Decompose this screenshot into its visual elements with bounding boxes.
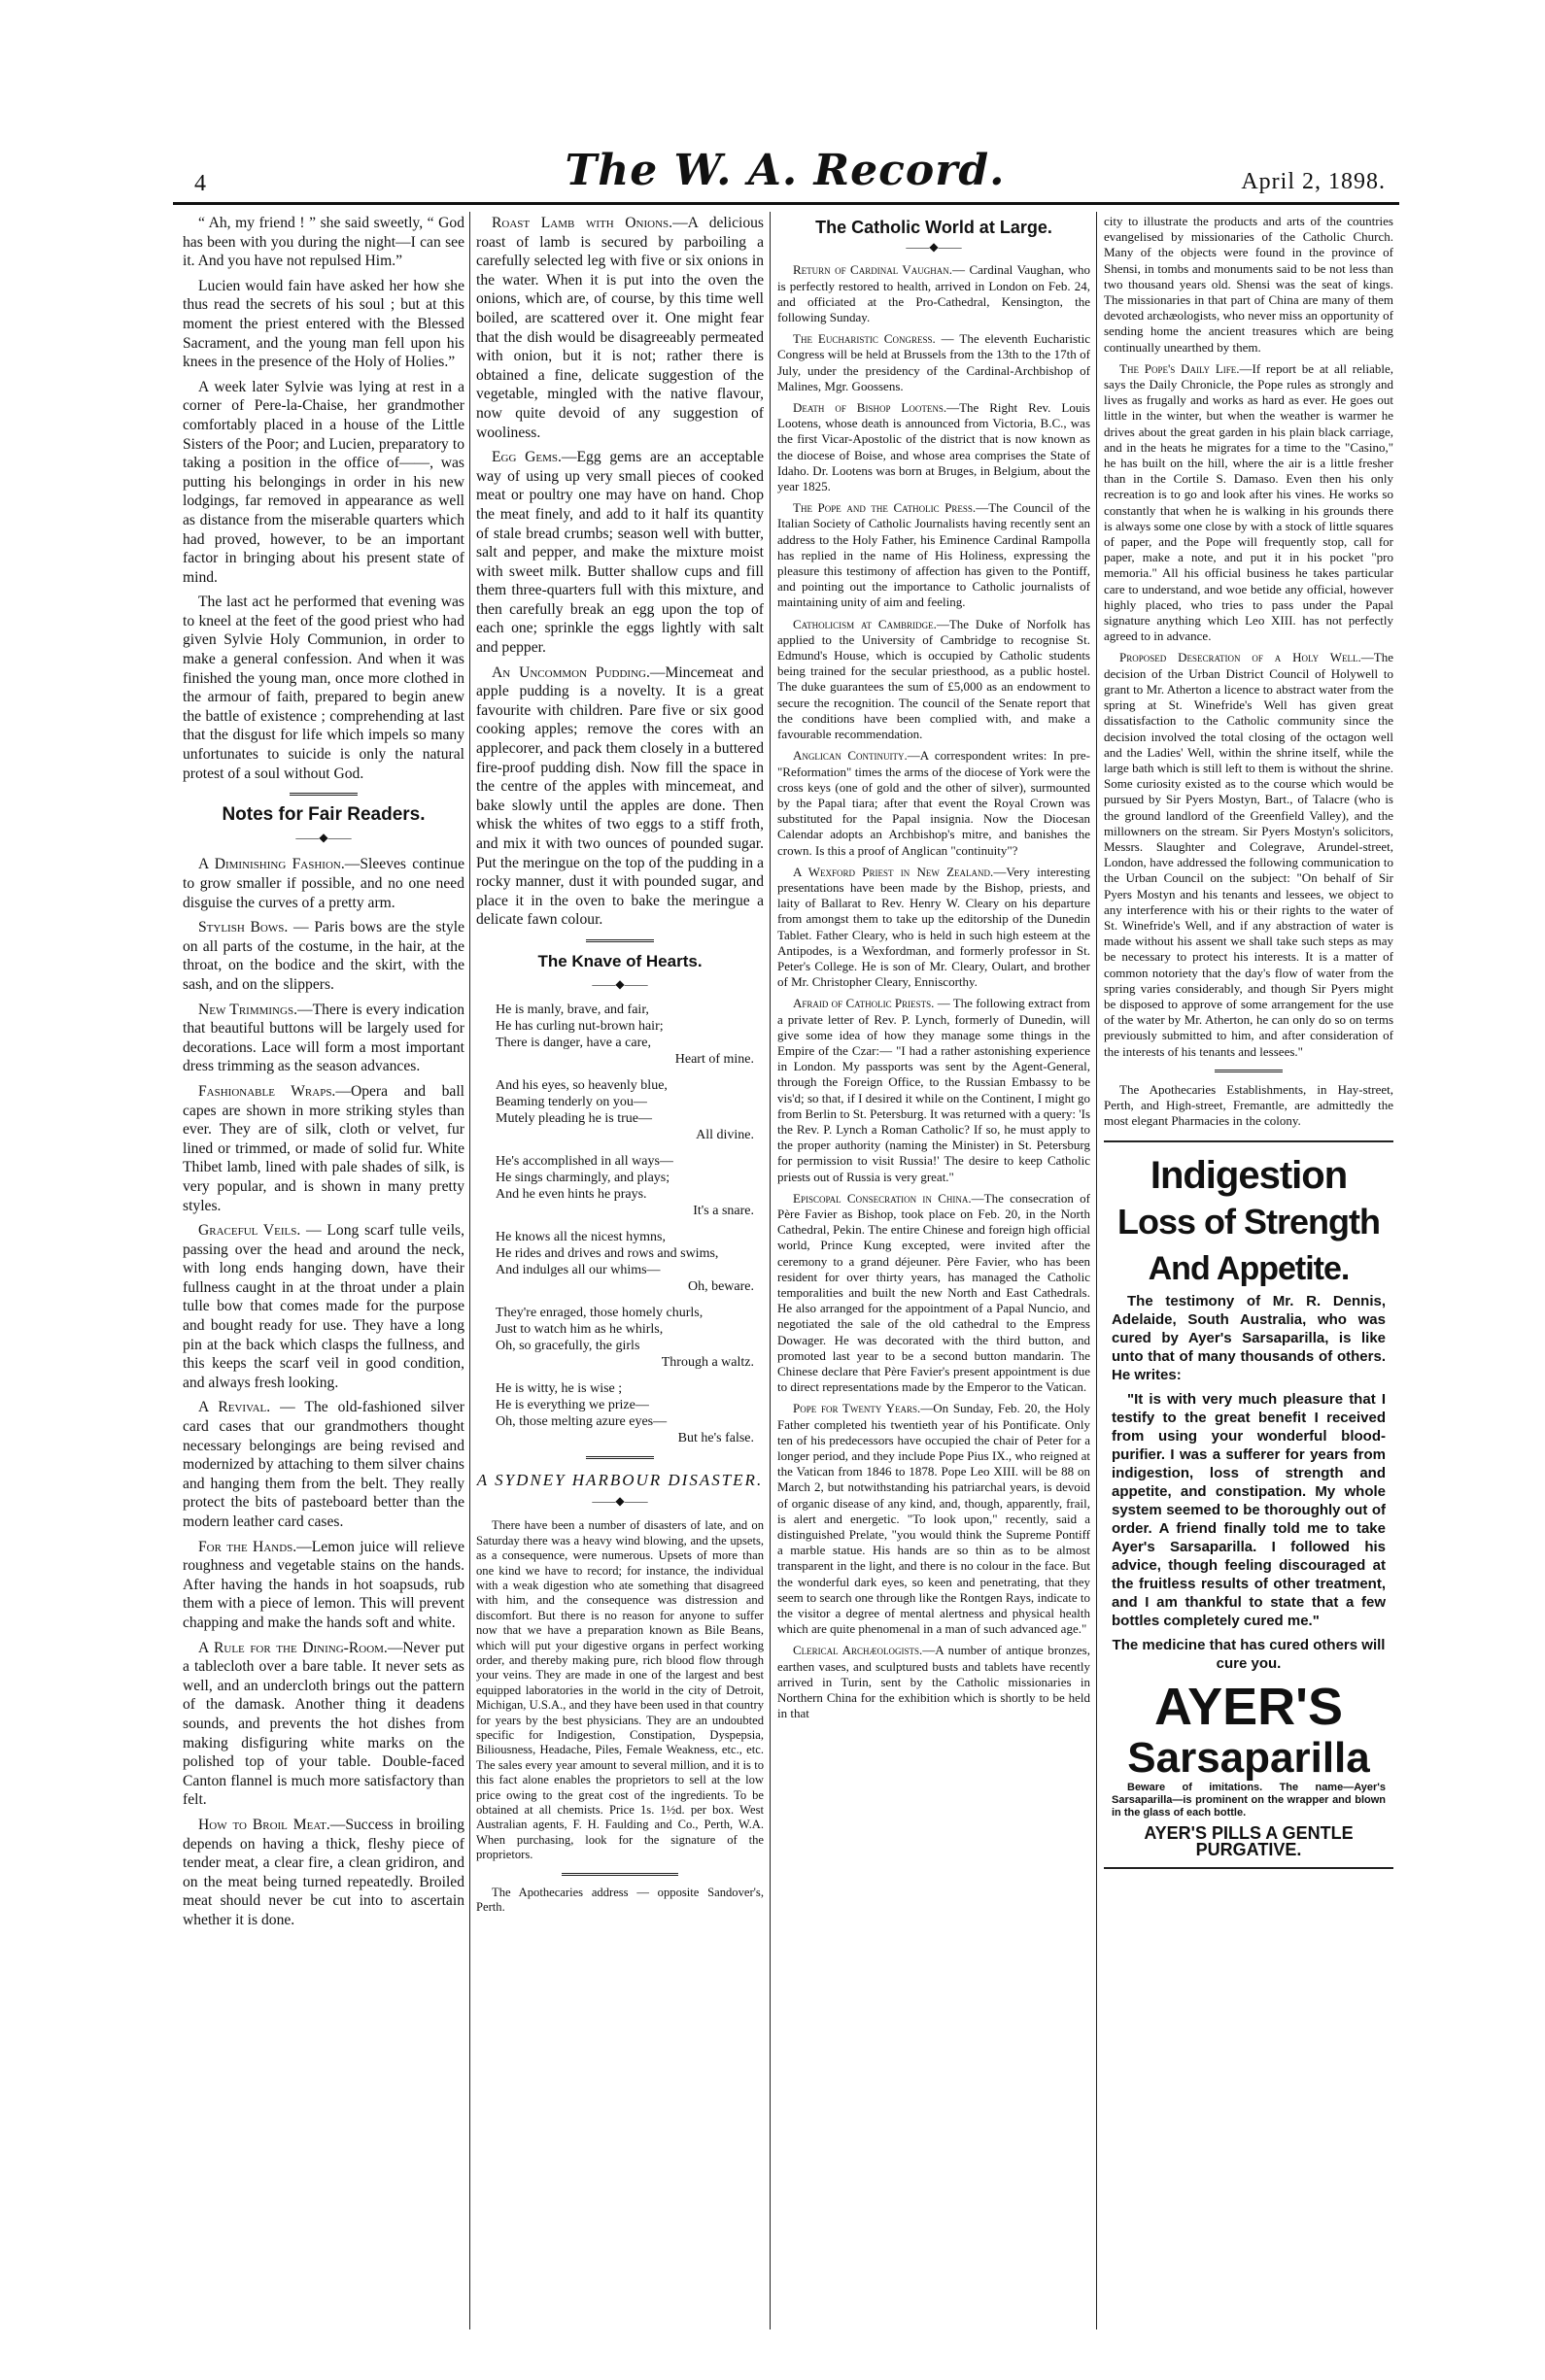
- poem-line: Oh, those melting azure eyes—: [496, 1414, 668, 1430]
- ad-brand: AYER'S: [1154, 1678, 1343, 1737]
- news-item: [777, 748, 1090, 858]
- issue-date: April 2, 1898.: [1241, 169, 1386, 194]
- item-text: —A correspondent writes: In pre-"Reformation" times the arms of the diocese of York were the cross keys (one of gold and the other of silver), surmounted by the Papal tiara; after that event the Royal Crown was substituted for the Papal insignia. Now the Diocesan Calendar adopts an Archbishop's mitre, and banishes the crown. Is this a proof of Anglican "continuity"?: [777, 748, 1090, 858]
- note-item: [183, 1639, 464, 1810]
- ornament: ——◆——: [592, 1493, 648, 1508]
- item-text: —The consecration of Père Favier as Bishop, took place on Feb. 20, in the North Cathedral, Pekin. The entire Chinese and foreign high official world, Prince Kung excepted, were invited after the ceremony to a grand déjeuner. Père Favier, who has been resident for over thirty years, has managed the Catholic temporalities and built the new North and East Cathedrals. He also arranged for the appointment of a Papal Nuncio, and negotiated the sale of the old cathedral to the Empress Dowager. He was decorated with the third button, and promoted last year to be a second button mandarin. The Chinese declare that Père Favier's present appointment is due to direct representations made by the Emperor to the Vatican.: [777, 1190, 1091, 1395]
- news-item: [777, 262, 1090, 325]
- poem-title: The Knave of Hearts.: [537, 951, 703, 970]
- note-item: [183, 855, 464, 912]
- item-lead: Clerical Archæologists.: [793, 1643, 923, 1658]
- item-text: —A delicious roast of lamb is secured by parboiling a carefully selected leg with five or six onions in the water. When it is put into the oven the onions, which are, of course, by this time well boiled, are scattered over it. One might fear that the dish would be disagreeably permeated with onion, but it is not; rather there is obtained a fine, delicate suggestion of the vegetable, mingled with the native flavour, now quite devoid of any suggestion of wooliness.: [476, 215, 764, 441]
- masthead-rule: [173, 202, 1399, 205]
- item-text: — The old-fashioned silver card cases that our grandmothers thought necessary belongings are being revised and modernized by attaching to them silver chains and hanging them from the belt. They really protect the bits of pasteboard better than the modern leather card cases.: [183, 1399, 464, 1530]
- item-lead: A Diminishing Fashion.: [198, 856, 345, 873]
- poem-line: He has curling nut-brown hair;: [496, 1019, 664, 1035]
- section-rule: [586, 1456, 654, 1459]
- story-paragraph: A week later Sylvie was lying at rest in a corner of Pere-la-Chaise, her grandmother comfortably placed in a house of the Little Sisters of the Poor; and Lucien, preparatory to taking a position in the office of——, was putting his belongings in order in his new lodgings, far removed in appearance as well as distance from the miserable quarters which had proved, however, to be an important factor in bringing about his present state of mind.: [183, 378, 464, 586]
- news-item: [777, 996, 1090, 1184]
- poem-line: But he's false.: [677, 1431, 754, 1446]
- ad-headline-1: Indigestion: [1150, 1154, 1348, 1198]
- poem-line: Through a waltz.: [661, 1355, 754, 1371]
- disaster-text: There have been a number of disasters of late, and on Saturday there was a heavy wind blowing, and the upsets, as a consequence, were numerous. Upsets of more than one kind we have to record; for instance, the individual with a weak digestion who ate something that disagreed with him, and the consequence was distression and discomfort. But there is no reason for anyone to suffer now that we have a preparation known as Bile Beans, which will put your digestive organs in perfect working order, and thereby making pure, rich blood flow through your veins. They are made in one of the largest and best equipped laboratories in the world in the city of Detroit, Michigan, U.S.A., and they have been used in that country for years by the best physicians. They are an undoubted specific for Indigestion, Constipation, Dyspepsia, Biliousness, Headache, Piles, Female Weakness, etc., etc. The sales every year amount to several million, and it is to this fact alone enables the proprietors to sell at the low price owing to the great cost of the ingredients. To be obtained at all chemists. Price 1s. 1½d. per box. West Australian agents, F. H. Faulding and Co., Perth, W.A. When purchasing, look for the signature of the proprietors.: [476, 1518, 764, 1862]
- notes-list: [183, 855, 464, 1929]
- ad-beware: Beware of imitations. The name—Ayer's Sarsaparilla—is prominent on the wrapper and blown in the glass of each bottle.: [1112, 1782, 1386, 1819]
- note-item: [183, 1221, 464, 1392]
- apothecaries-address: The Apothecaries address — opposite Sandover's, Perth.: [476, 1885, 764, 1915]
- news-item: [777, 617, 1090, 743]
- item-lead: Roast Lamb with Onions.: [492, 215, 673, 231]
- item-text: —The decision of the Urban District Council of Holywell to grant to Mr. Atherton a licence to abstract water from the spring at St. Winefride's Well has given great dissatisfaction to the Catholic community since the decision involved the total closing of the octagon well and the Ladies' Well, within the shrine itself, while the large bath which is still left to them is without the shrine. Some curiosity existed as to the course which would be pursued by Sir Pyers Mostyn, Bart., of Talacre (who is the ground landlord of the Greenfield Valley), and the millowners on the stream. Sir Pyers Mostyn's solicitors, Messrs. Slaughter and Colegrave, Arundel-street, London, have addressed the following communication to the Urban Council on the subject: "On behalf of Sir Pyers Mostyn and his tenants and lessees, we object to any interference with his or their rights to the water of St. Winefride's Well, and if any abstraction of water is made without his assent we shall take such steps as may be necessary to protect his interests. It is a matter of common notoriety that the day's flow of water from the spring varies considerably, and though Sir Pyers might be disposed to approve of some arrangement for the use of the water by Mr. Atherton, he can only do so on terms previously submitted to him, and after consideration of the interests of his tenants and lessees.": [1104, 650, 1393, 1059]
- news-item: [777, 500, 1090, 610]
- poem-line: Oh, so gracefully, the girls: [496, 1339, 640, 1354]
- story-paragraph: The last act he performed that evening was to kneel at the feet of the good priest who had given Sylvie Holy Communion, in order to make a general confession. And when it was finished the young man, once more clothed in the armour of faith, prepared to begin anew the battle of existence ; comprehending at last that the disgust for life which impels so many unfortunates to suicide is only the natural protest of a soul without God.: [183, 594, 464, 782]
- item-lead: For the Hands.: [198, 1538, 297, 1555]
- poem-line: Oh, beware.: [687, 1279, 754, 1295]
- item-text: —Lemon juice will relieve roughness and vegetable stains on the hands. After having the hands in hot soapsuds, rub them with a piece of lemon. This will prevent chapping and make the hands soft and white.: [183, 1538, 464, 1631]
- continuation-text: city to illustrate the products and arts of the countries evangelised by missionaries of the Catholic Church. Many of the objects were found in the province of Shensi, in tombs and monuments said to be not less than two thousand years old. Shensi was the seat of kings. The missionaries in that part of China are many of them devoted archæologists, who never miss an opportunity of sending home the ancient treasures which are being continually unearthed by them.: [1104, 214, 1393, 355]
- column-divider: [1096, 212, 1097, 2329]
- poem-stanza: [496, 1305, 764, 1371]
- news-item: [777, 1401, 1090, 1637]
- section-rule: [290, 793, 358, 796]
- column-3: [777, 214, 1090, 1727]
- story-paragraph: “ Ah, my friend ! ” she said sweetly, “ God has been with you during the night—I can see it. And you have not repulsed Him.”: [183, 215, 464, 270]
- item-lead: The Pope and the Catholic Press.: [793, 500, 977, 516]
- poem-line: He knows all the nicest hymns,: [496, 1230, 666, 1245]
- item-lead: A Revival.: [198, 1399, 271, 1416]
- poem-line: Beaming tenderly on you—: [496, 1095, 647, 1110]
- section-rule: [586, 939, 654, 942]
- item-text: —The Right Rev. Louis Lootens, whose death is announced from Victoria, B.C., was the first Vicar-Apostolic of the district that is now known as the diocese of Boise, and whose area comprises the State of Idaho. Dr. Lootens was born at Bruges, in Belgium, about the year 1825.: [777, 400, 1090, 494]
- news-item: [777, 400, 1090, 494]
- item-text: —The Council of the Italian Society of Catholic Journalists having recently sent an address to the Holy Father, his Eminence Cardinal Rampolla has replied in the name of His Holiness, expressing the pleasure this testimony of affection has given to the Pontiff, and pointing out the importance to Catholic journalists of maintaining unity of aim and feeling.: [777, 500, 1090, 610]
- item-text: —Never put a tablecloth over a bare table. It never sets as well, and an undercloth brings out the pattern of the damask. Another thing it deadens sounds, and prevents the hot dishes from making disfiguring white marks on the polished top of your table. Double-faced Canton flannel is much more satisfactory than felt.: [183, 1639, 465, 1809]
- ornament: ——◆——: [295, 830, 352, 844]
- disaster-title: A SYDNEY HARBOUR DISASTER.: [476, 1471, 764, 1490]
- poem-stanza: [496, 1002, 764, 1068]
- item-text: —If report be at all reliable, says the Daily Chronicle, the Pope rules as strongly and lives as frugally and works as hard as ever. He goes out little in the winter, but when the weather is warmer he drives about the great garden in his plain black carriage, and in the heats he migrates for a time to the "Casino," he has built on the hill, where the air is a little fresher than in the Cortile S. Damaso. Even then his only recreation is to go and look after his vines. He works so constantly that when he is walking in his grounds there is always some one close by with a stock of little squares of paper, and the Pope will frequently stop, call for paper, make a note, and put it in his pocket "pro memoria." All his official business he takes particular care to understand, and woe betide any official, however highly placed, who tries to pass under the Papal signature anything which Leo XIII. has not perfectly agreed to in advance.: [1104, 360, 1393, 644]
- item-text: —On Sunday, Feb. 20, the Holy Father completed his twentieth year of his Pontificate. Only ten of his predecessors have occupied the chair of Peter for a longer period, and they include Pope Pius IX., who reigned at the Vatican from 1846 to 1878. Pope Leo XIII. will be 88 on March 2, but notwithstanding his patriarchal years, is devoid of organic disease of any kind, and, though, apparently, frail, is alert and energetic. "To look upon," recently, said a distinguished Prelate, "you would think the Supreme Pontiff a marble statue. His hands are so thin as to be almost transparent in the light, and there is no colour in the face. But the wonderful dark eyes, so keen and penetrating, that they seem to search one through like the Rontgen Rays, indicate to the visitor a degree of mental alertness and physical health which are quite phenomenal in a man of such advanced age.": [777, 1401, 1090, 1637]
- poem-line: He's accomplished in all ways—: [496, 1154, 673, 1170]
- item-text: —Egg gems are an acceptable way of using up very small pieces of cooked meat or poultry one may have on hand. Chop the meat finely, and add to it half its quantity of stale bread crumbs; season well with butter, salt and pepper, and make the mixture moist with sweet milk. Butter shallow cups and fill them three-quarters full with this mixture, and then carefully break an egg upon the top of each one; sprinkle the eggs lightly with salt and pepper.: [476, 449, 764, 657]
- item-lead: Egg Gems.: [492, 449, 562, 466]
- poem-line: And his eyes, so heavenly blue,: [496, 1078, 668, 1094]
- item-text: —Sleeves continue to grow smaller if possible, and no one need disguise the curves of a pretty arm.: [183, 856, 464, 911]
- poem-stanza: [496, 1077, 764, 1143]
- poem-line: It's a snare.: [693, 1204, 754, 1219]
- item-text: — Cardinal Vaughan, who is perfectly restored to health, arrived in London on Feb. 24, and officiated at the Pro-Cathedral, Kensington, the following Sunday.: [777, 262, 1090, 325]
- poem-line: Just to watch him as he whirls,: [496, 1322, 664, 1338]
- item-lead: The Pope's Daily Life.: [1119, 360, 1240, 376]
- news-item: [1104, 650, 1393, 1059]
- ornament: ——◆——: [906, 240, 962, 255]
- item-lead: Episcopal Consecration in China.: [793, 1190, 972, 1206]
- note-item: [183, 918, 464, 994]
- apothecaries-note: The Apothecaries Establishments, in Hay-street, Perth, and High-street, Fremantle, are admittedly the most elegant Pharmacies in the colony.: [1104, 1081, 1393, 1129]
- column-divider: [770, 212, 771, 2329]
- ayers-advertisement: [1104, 1140, 1393, 1868]
- item-lead: Pope for Twenty Years.: [793, 1401, 921, 1416]
- column-divider: [469, 212, 470, 2329]
- item-lead: A Rule for the Dining-Room.: [198, 1639, 388, 1656]
- poem-line: He is manly, brave, and fair,: [496, 1003, 649, 1018]
- item-text: —Very interesting presentations have been made by the Bishop, priests, and laity of Ballarat to Rev. Henry W. Cleary on his departure from amongst them to take up the editorship of the Dunedin Tablet. Father Cleary, who is held in such high esteem at the Antipodes, is a Wexfordman, and formerly professor in St. Peter's College. He is son of Mr. Cleary, Oulart, and brother of Mr. Christopher Cleary, Enniscorthy.: [777, 864, 1090, 990]
- item-text: —There is every indication that beautiful buttons will be largely used for decorations. Lace will form a most important dress trimming as the season advances.: [183, 1001, 464, 1075]
- news-item: [777, 1191, 1090, 1396]
- news-items: [777, 262, 1090, 1721]
- story-paragraph: Lucien would fain have asked her how she thus read the secrets of his soul ; but at this moment the priest entered with the Blessed Sacrament, and the young man fell upon his knees in the presence of the Holy of Holies.”: [183, 277, 464, 371]
- note-item: [183, 1538, 464, 1633]
- item-lead: An Uncommon Pudding.: [492, 663, 650, 681]
- poem-line: Mutely pleading he is true—: [496, 1111, 652, 1127]
- item-lead: New Trimmings.: [198, 1001, 297, 1018]
- poem-line: There is danger, have a care,: [496, 1036, 651, 1051]
- poem: [476, 1002, 764, 1446]
- notes-heading: Notes for Fair Readers.: [222, 804, 426, 826]
- column-1: [183, 214, 464, 1935]
- poem-line: They're enraged, those homely churls,: [496, 1306, 704, 1321]
- news-items: [1104, 361, 1393, 1060]
- news-item: [777, 865, 1090, 991]
- ornament: ——◆——: [592, 976, 648, 991]
- item-lead: Return of Cardinal Vaughan.: [793, 262, 953, 278]
- ad-quote: "It is with very much pleasure that I testify to the great benefit I received from using your wonderful blood-purifier. I was a sufferer for years from indigestion, loss of strength and appetite, and constipation. My whole system seemed to be thoroughly out of order. A friend finally told me to take Ayer's Sarsaparilla. I followed his advice, though feeling discouraged at the fruitless results of other treatment, and I am thankful to state that a few bottles completely cured me.": [1112, 1391, 1386, 1630]
- note-item: [183, 1082, 464, 1215]
- item-lead: How to Broil Meat.: [198, 1816, 330, 1833]
- item-text: — The following extract from a private letter of Rev. P. Lynch, formerly of Dunedin, will give some idea of how they manage some things in the Empire of the Czar:— "I had a rather astonishing experience in London. My passports was sent by the Agent-General, through the Foreign Office, to the Russian Embassy to be vis'd; so that, if I desired it while on the Continent, I might go from Berlin to St. Petersburg. It was returned with a query: 'Is the Rev. P. Lynch a Roman Catholic? If so, he must apply to the proper authority (naming the Minister) in St. Petersburg for permission to visit Russia!' The desire to keep Catholic priests out of Russia is very great.": [777, 996, 1090, 1184]
- item-text: — The eleventh Eucharistic Congress will be held at Brussels from the 13th to the 17th of July, under the presidency of the Cardinal-Archbishop of Malines, Mgr. Goossens.: [777, 331, 1090, 393]
- ad-intro: The testimony of Mr. R. Dennis, Adelaide, South Australia, who was cured by Ayer's Sarsaparilla, is like unto that of many thousands of others. He writes:: [1112, 1293, 1386, 1384]
- recipe-item: [476, 214, 764, 442]
- poem-stanza: [496, 1229, 764, 1295]
- recipe-item: [476, 448, 764, 658]
- section-rule: [1215, 1070, 1283, 1072]
- item-lead: Anglican Continuity.: [793, 748, 908, 764]
- news-item: [777, 1643, 1090, 1721]
- ad-headline-3: And Appetite.: [1148, 1250, 1350, 1288]
- item-lead: Afraid of Catholic Priests.: [793, 996, 935, 1011]
- item-text: —Mincemeat and apple pudding is a novelty. It is a great favourite with children. Pare five or six good cooking apples; remove the cores with an applecorer, and pack them closely in a buttered fire-proof pudding dish. Now fill the space in the centre of the apples with mincemeat, and bake slowly until the apples are done. Then whisk the whites of two eggs to a stiff froth, and mix it with two ounces of pounded sugar. Put the meringue on the top of the pudding in a rocky manner, dust it with pounded sugar, and place it in the oven to bake the meringue a delicate fawn colour.: [476, 663, 764, 929]
- recipes-list: [476, 214, 764, 930]
- poem-stanza: [496, 1380, 764, 1446]
- ad-headline-2: Loss of Strength: [1117, 1202, 1380, 1242]
- item-text: —Opera and ball capes are shown in more striking styles than ever. They are of silk, cloth or velvet, fur lined or trimmed, or made of solid fur. White Thibet lamb, lined with pale shades of silk, is very popular, and is shown in many pretty styles.: [183, 1082, 464, 1214]
- ad-pills: AYER'S PILLS A GENTLE PURGATIVE.: [1144, 1823, 1354, 1859]
- item-lead: Proposed Desecration of a Holy Well.: [1119, 650, 1361, 665]
- ad-product: Sarsaparilla: [1127, 1734, 1370, 1783]
- page-number: 4: [194, 171, 206, 196]
- section-rule: [562, 1873, 678, 1876]
- item-lead: Fashionable Wraps.: [198, 1082, 336, 1100]
- ad-cured: The medicine that has cured others will cure you.: [1112, 1637, 1386, 1673]
- item-lead: A Wexford Priest in New Zealand.: [793, 864, 994, 879]
- item-lead: Graceful Veils.: [198, 1222, 301, 1240]
- item-lead: Stylish Bows.: [198, 919, 289, 936]
- story-continuation: [183, 214, 464, 783]
- newspaper-title: The W. A. Record.: [565, 146, 1006, 195]
- poem-line: Heart of mine.: [674, 1052, 754, 1068]
- poem-line: All divine.: [696, 1128, 754, 1143]
- recipe-item: [476, 663, 764, 930]
- news-item: [1104, 361, 1393, 645]
- item-text: — Paris bows are the style on all parts of the costume, in the hair, at the throat, on the bodice and the skirt, with the sash, and on the slippers.: [183, 919, 465, 993]
- item-text: —Success in broiling depends on having a thick, fleshy piece of tender meat, a clear fire, a clean gridiron, and on the meat being turned repeatedly. Broiled meat should never be cut into to ascertain whether it is done.: [183, 1816, 464, 1928]
- newspaper-page: [173, 146, 1399, 2331]
- column-2: [476, 214, 764, 1921]
- poem-line: And indulges all our whims—: [496, 1263, 661, 1278]
- poem-line: He is witty, he is wise ;: [496, 1381, 623, 1397]
- note-item: [183, 1816, 464, 1930]
- poem-stanza: [496, 1153, 764, 1219]
- item-text: —A number of antique bronzes, earthen vases, and sculptured busts and tablets have recently arrived in Turin, sent by the Catholic missionaries in Northern China for the exhibition which is shortly to be held in that: [777, 1643, 1090, 1721]
- poem-line: And he even hints he prays.: [496, 1187, 647, 1203]
- news-item: [777, 331, 1090, 394]
- masthead: [173, 146, 1399, 200]
- item-lead: Death of Bishop Lootens.: [793, 400, 947, 416]
- item-text: —The Duke of Norfolk has applied to the University of Cambridge to recognise St. Edmund's House, which is occupied by Catholic students being trained for the secular priesthood, as a public hostel. The duke guarantees the sum of £5,000 as an endowment to secure the recognition. The council of the Senate report that the conditions have been complied with, and make a favourable recommendation.: [777, 616, 1091, 742]
- item-lead: Catholicism at Cambridge.: [793, 616, 937, 631]
- column-4: [1104, 214, 1393, 1869]
- note-item: [183, 1001, 464, 1076]
- item-text: — Long scarf tulle veils, passing over the head and around the neck, with long ends hanging down, have their fullness caught in at the throat under a plain tulle bow that comes made for the purpose and bought ready for use. They have a long pin at the back which clasps the fullness, and this keeps the scarf veil in good condition, and always fresh looking.: [183, 1222, 464, 1391]
- poem-line: He rides and drives and rows and swims,: [496, 1246, 719, 1262]
- poem-line: He sings charmingly, and plays;: [496, 1171, 670, 1186]
- item-lead: The Eucharistic Congress.: [793, 331, 936, 347]
- poem-line: He is everything we prize—: [496, 1398, 649, 1413]
- catholic-world-heading: The Catholic World at Large.: [815, 218, 1052, 237]
- note-item: [183, 1398, 464, 1531]
